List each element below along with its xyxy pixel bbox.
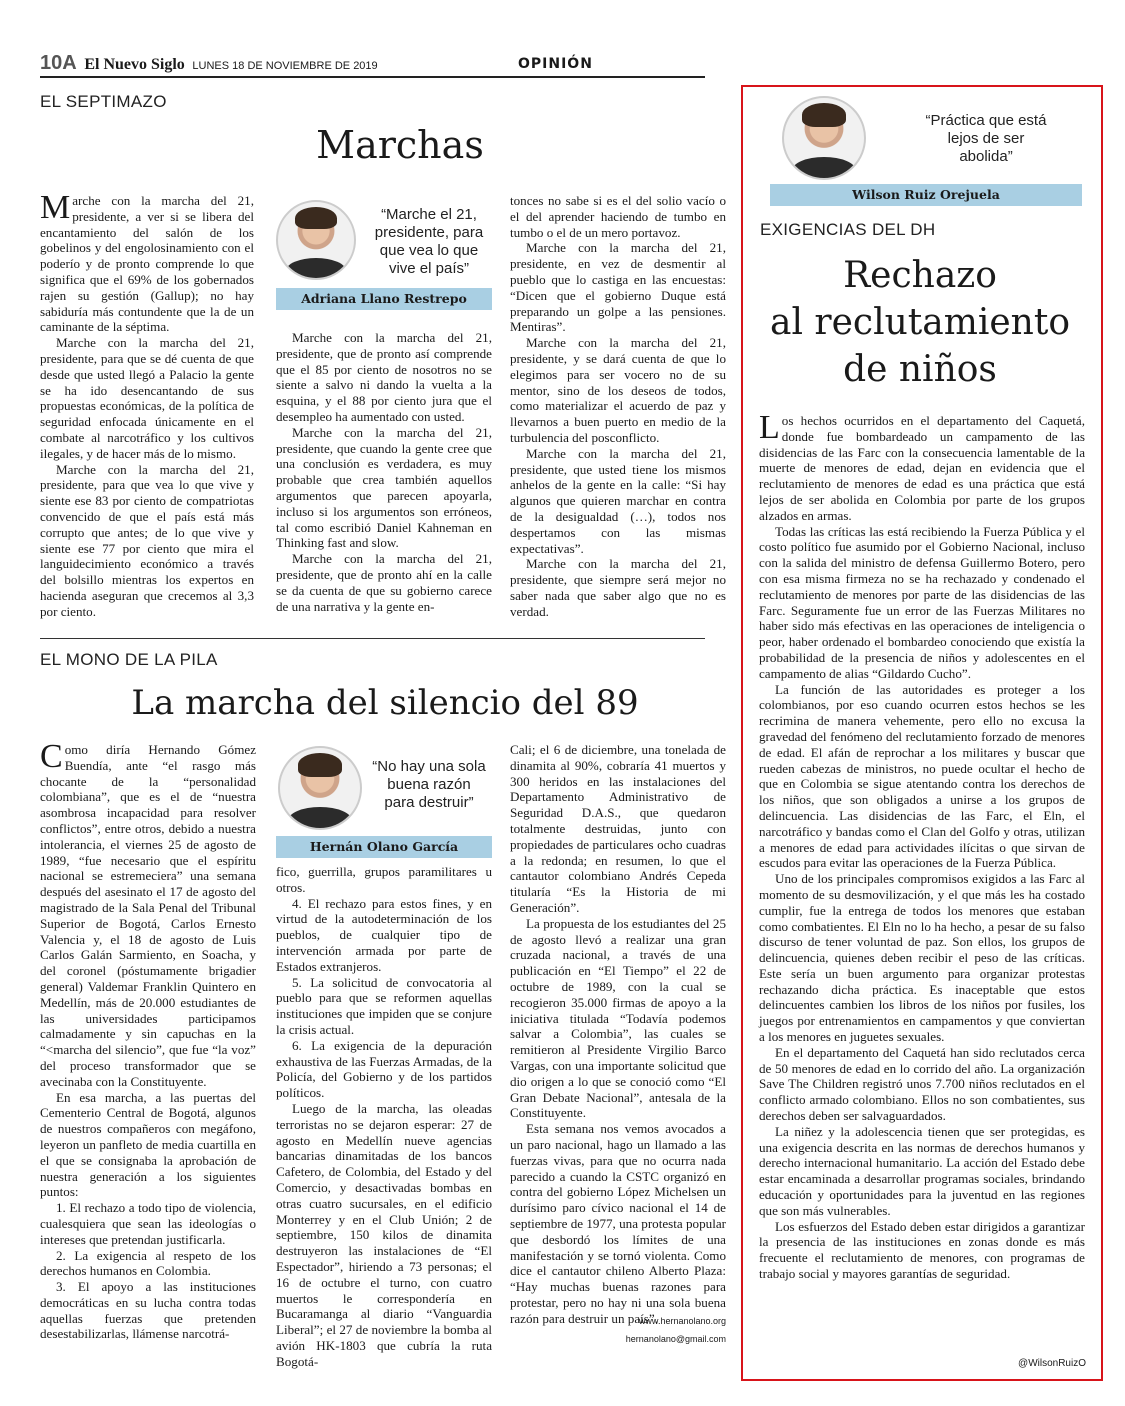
paragraph: La niñez y la adolescencia tienen que ser protegidas, es una exigencia descrita en las normas de derechos humanos y derecho internacional humanitario. La acción del Estado debe estar encaminada a desarrollar programas sociales, brindando educación y oportunidades para la juventud en las regiones que son más vulnerables.	[759, 1123, 1085, 1218]
pull-quote-ruiz: “Práctica que está lejos de ser abolida”	[925, 112, 1047, 165]
paragraph: Luego de la marcha, las oleadas terroristas no se dejaron esperar: 27 de agosto en Medellín nueve agencias bancarias dinamitadas de los bancos Cafetero, de Colombia, del Estado y del Comercio, y desactivadas bombas en otras cuatro sucursales, en el edificio Monterrey y en el Club Unión; 2 de septiembre, 150 kilos de dinamita destruyeron las instalaciones de “El Espectador”, hiriendo a 73 personas; el 16 de octubre el turno, con cuatro muertos le correspondería en Bucaramanga al diario “Vanguardia Liberal”; el 27 de noviembre la bomba al avión HK-1803 que cubría la ruta Bogotá-	[276, 1100, 492, 1369]
author-box-ruiz	[770, 96, 1082, 210]
pull-quote-llano: “Marche el 21, presidente, para que vea lo que vive el país”	[374, 206, 484, 277]
paper-name: El Nuevo Siglo	[84, 56, 185, 73]
author-name-olano: Hernán Olano García	[276, 836, 492, 858]
paragraph: Cali; el 6 de diciembre, una tonelada de dinamita al 90%, cobraría 41 muertos y 300 heridos en las instalaciones del Departamento Administrativo de Seguridad D.A.S., que quedaron totalmente destruidas, junto con propiedades de particulares ocho cuadras a la redonda; en resumen, lo que el cantautor colombiano Andrés Cepeda titularía “Es la Historia de mi Generación”.	[510, 742, 726, 915]
paragraph: Marche con la marcha del 21, presidente, que usted tiene los mismos anhelos de la gente en la calle: “Si hay algunos que quieren marchar en contra de la desigualdad (…), todos nos despertamos con las mismas expectativas”.	[510, 445, 726, 556]
author-handle[interactable]: @WilsonRuizO	[1018, 1358, 1086, 1369]
page-number: 10A	[40, 52, 77, 74]
dropcap: M	[40, 189, 71, 226]
hair	[802, 103, 847, 127]
paragraph: 4. El rechazo para estos fines, y en virtud de la autodeterminación de los pueblos, de cualquier tipo de intervención armada por parte de Estados extranjeros.	[276, 895, 492, 974]
kicker-mono-pila: EL MONO DE LA PILA	[40, 650, 218, 669]
paragraph: Esta semana nos vemos avocados a un paro nacional, hago un llamado a las fuerzas vivas, para que no ocurra nada parecido a cuando la CSTC organizó en contra del gobierno López Michelsen un durísimo paro cívico nacional el 14 de septiembre de 1977, una protesta popular que desbordó los límites de una manifestación y se tornó violenta. Como dice el cantautor chileno Alberto Plaza: “Hay muchas buenas razones para protestar, pero no hay ni una sola buena razón para destruir un país”.	[510, 1121, 726, 1326]
section-name: OPINIÓN	[518, 56, 593, 72]
paragraph: 3. El apoyo a las instituciones democráticas en su lucha contra todas aquellas fuerzas que pretenden desestabilizarlas, llámense narcotrá-	[40, 1279, 256, 1342]
title-marchas: Marchas	[316, 123, 484, 167]
page-header	[40, 52, 1105, 72]
dropcap: C	[40, 738, 63, 775]
author-photo-ruiz	[782, 96, 866, 180]
paragraph: fico, guerrilla, grupos paramilitares u otros.	[276, 864, 492, 895]
paragraph: tonces no sabe si es el del solio vacío o el del aprender haciendo de tumbo en tumbo o el de un mero portavoz.	[510, 193, 726, 240]
text: arche con la marcha del 21, presidente, a ver si se libera del encantamiento del salón de los gobelinos y del engolosinamiento con el poderío y de pronto comprende lo que significa que el 69% de los gobernados rajen su gestión (Gallup); no hay sabiduría más contundente que la de un caminante de la séptima.	[40, 193, 254, 335]
paragraph: En el departamento del Caquetá han sido reclutados cerca de 50 menores de edad en lo corrido del año. La organización Save The Children registró unos 7.700 niños reclutados en el conflicto armado colombiano. Ellos no son combatientes, sus derechos deben ser salvaguardados.	[759, 1044, 1085, 1124]
paragraph: 5. La solicitud de convocatoria al pueblo para que se reformen aquellas instituciones que impiden que se conjure la crisis actual.	[276, 974, 492, 1037]
article3-body	[759, 409, 1085, 1282]
paragraph: Marche con la marcha del 21, presidente, en vez de desmentir al pueblo que lo castiga en las encuestas: “Dicen que el gobierno Duque está preparando un golpe a las pensiones. Mentiras”.	[510, 240, 726, 335]
author-name-ruiz: Wilson Ruiz Orejuela	[770, 184, 1082, 206]
kicker-septimazo: EL SEPTIMAZO	[40, 92, 167, 111]
section-divider	[40, 638, 705, 639]
paragraph: La propuesta de los estudiantes del 25 de agosto llevó a realizar una gran cruzada nacional, a través de una publicación en “El Tiempo” el 22 de octubre de 1989, con la cual se recogieron 35.000 firmas de apoyo a la iniciativa titulada “Todavía podemos salvar a Colombia”, las cuales se remitieron al Presidente Virgilio Barco Vargas, con una importante solicitud que dio origen a lo que se conoció como “El Gran Debate Nacional”, antesala de la Constituyente.	[510, 915, 726, 1121]
article2-col1	[40, 738, 256, 1342]
issue-date: LUNES 18 DE NOVIEMBRE DE 2019	[192, 60, 378, 72]
title-marcha-silencio: La marcha del silencio del 89	[131, 683, 639, 723]
paragraph: La función de las autoridades es proteger a los colombianos, por eso cuando ocurren estos hechos se les recrimina de manera vehemente, pero ello no excusa la gravedad del fenómeno del reclutamiento forzado de menores de edad. El afán de reprochar a los militares y buscar que rueden cabezas de ministros, no puede ocultar el hecho de que en Colombia se sigue atentando contra los derechos de los niños, que son obligados a unirse a los grupos de delincuencia. Las disidencias de las Farc, el Eln, el narcotráfico y bandas como el Clan del Golfo y otras, utilizan a menores de edad para actividades ilícitas o que sirvan de escudos para evitar las operaciones de la Fuerza Pública.	[759, 681, 1085, 871]
author-email[interactable]: hernanolano@gmail.com	[625, 1334, 726, 1344]
hair	[295, 207, 338, 230]
article1-col3	[510, 193, 726, 620]
paragraph: Marche con la marcha del 21, presidente, para que vea lo que vive y siente ese 83 por ciento de compatriotas convencido de que el país está más corrupto que antes; de lo que vive y siente ese 77 por ciento que mira el languidecimiento económico a través del bolsillo mientras los expertos en hacienda aseguran que crecemos al 3,3 por ciento.	[40, 461, 254, 619]
paragraph: Marche con la marcha del 21, presidente, que de pronto así comprende que el 85 por ciento de nosotros no se siente a salvo ni dando la vuelta a la esquina, y el 88 por ciento jura que el desempleo ha aumentado con usted.	[276, 330, 492, 424]
hair	[298, 753, 343, 777]
pull-quote-olano: “No hay una sola buena razón para destruir”	[372, 758, 486, 811]
paragraph: 1. El rechazo a todo tipo de violencia, cualesquiera que sean las ideologías o intereses que pretendan justificarla.	[40, 1200, 256, 1247]
paragraph: Uno de los principales compromisos exigidos a las Farc al momento de su desmovilización, y el que más les ha costado cumplir, fue la entrega de todos los menores que estaban como combatientes. El Eln no lo ha hecho, a pesar de su falso discurso de tener voluntad de paz. Son ellos, los grupos de delincuencia, quienes deben recibir el peso de las críticas. Este sería un buen argumento para organizar protestas rechazando dicha práctica. Es inaceptable que estos delincuentes cambien los libros de los niños por fusiles, los juegos por entrenamientos en campamentos y que conviertan a los menores en juguetes sexuales.	[759, 871, 1085, 1045]
author-box-llano	[276, 198, 492, 312]
kicker-exigencias: EXIGENCIAS DEL DH	[760, 220, 936, 239]
paragraph	[759, 409, 1085, 524]
author-website[interactable]: www.hernanolano.org	[638, 1316, 726, 1326]
paragraph	[40, 738, 256, 1090]
article2-col3	[510, 742, 726, 1326]
title-line: al reclutamiento	[769, 302, 1070, 343]
author-box-olano	[276, 744, 492, 858]
paragraph: Todas las críticas las está recibiendo la Fuerza Pública y el costo político fue asumido por el Gobierno Nacional, incluso con la salida del ministro de defensa Guillermo Botero, pero con esa misma firmeza no se ha rechazado y condenado el reclutamiento de menores por parte de las disidencias de las Farc. Seguramente fue un error de las Fuerzas Militares no haber sido más efectivas en las operaciones de inteligencia o peor, haber ordenado el bombardeo conociendo que existía la probabilidad de la presencia de niños y adolescentes en el campamento de alias “Gildardo Cucho”.	[759, 523, 1085, 681]
title-line: de niños	[843, 349, 997, 390]
paragraph: 6. La exigencia de la depuración exhaustiva de las Fuerzas Armadas, de la Policía, del Gobierno y de los partidos políticos.	[276, 1037, 492, 1101]
paragraph: Marche con la marcha del 21, presidente, que cuando la gente cree que una conclusión es verdadera, es muy probable que crea también aquellos argumentos que parecen apoyarla, incluso si los argumentos son erróneos, tal como escribió Daniel Kahneman en Thinking fast and slow.	[276, 424, 492, 551]
paragraph: Los esfuerzos del Estado deben estar dirigidos a garantizar la presencia de las instituciones en zonas donde es más frecuente el reclutamiento de menores, con programas de trabajo social y mayores garantías de seguridad.	[759, 1218, 1085, 1282]
article1-col1	[40, 189, 254, 620]
author-name-llano: Adriana Llano Restrepo	[276, 288, 492, 310]
paragraph: 2. La exigencia al respeto de los derechos humanos en Colombia.	[40, 1247, 256, 1279]
shoulders	[792, 157, 856, 180]
shoulders	[288, 807, 352, 830]
paragraph: Marche con la marcha del 21, presidente, y se dará cuenta de que lo elegimos para ser vocero no de su mentor, sino de los deseos de todos, como materializar el acuerdo de paz y llevarnos a buen puerto en medio de la turbulencia del posconflicto.	[510, 335, 726, 445]
article2-col2	[276, 864, 492, 1370]
paragraph: En esa marcha, a las puertas del Cementerio Central de Bogotá, algunos de nuestros compañeros con megáfono, leyeron un panfleto de media cuartilla en el que se consignaba la aprobación de nuestra generación a los siguientes puntos:	[40, 1089, 256, 1200]
title-rechazo	[750, 252, 1090, 393]
paragraph: Marche con la marcha del 21, presidente, que de pronto ahí en la calle se da cuenta de que su gobierno carece de una narrativa y la gente en-	[276, 551, 492, 614]
paragraph: Marche con la marcha del 21, presidente, para que se dé cuenta de que desde que usted llegó a Palacio la gente se ha ido desencantando de sus propuestas económicas, de la política de seguridad enfocada únicamente en el combate al narcotráfico y los cultivos ilegales, y de hacer más de lo mismo.	[40, 335, 254, 461]
text: os hechos ocurridos en el departamento del Caquetá, donde fue bombardeado un campamento de las disidencias de las Farc con la consecuencia lamentable de la muerte de menores de edad, dejan en evidencia que el reclutamiento de menores de edad es una práctica que está lejos de ser abolida en Colombia por parte de los grupos alzados en armas.	[759, 413, 1085, 523]
paragraph	[40, 189, 254, 335]
header-rule	[40, 76, 705, 78]
author-photo-llano	[276, 200, 356, 280]
title-line: Rechazo	[843, 255, 997, 296]
paragraph: Marche con la marcha del 21, presidente, que siempre será mejor no saber nada que saber algo que no es verdad.	[510, 556, 726, 619]
shoulders	[286, 258, 347, 280]
text: omo diría Hernando Gómez Buendía, ante “el rasgo más chocante de la “personalidad colombiana”, que es el de “nuestra asombrosa incapacidad para resolver conflictos”, entre otros, debido a nuestra intolerancia, el viernes 25 de agosto de 1989, “fue necesario que el espíritu nacional se estremeciera” una semana después del asesinato el 17 de agosto del magistrado de la Sala Penal del Tribunal Superior de Bogotá, Carlos Ernesto Valencia y, el 18 de agosto de Luis Carlos Galán Sarmiento, en Soacha, y del coronel (póstumamente brigadier general) Valdemar Franklin Quintero en Medellín, más de 20.000 estudiantes de las universidades participamos calmadamente y sin capuchas en la “<marcha del silencio”, que fue “la voz” del proceso transformador que se avecinaba con la Constituyente.	[40, 742, 256, 1089]
dropcap: L	[759, 409, 780, 446]
article1-col2	[276, 330, 492, 614]
author-photo-olano	[278, 746, 362, 830]
